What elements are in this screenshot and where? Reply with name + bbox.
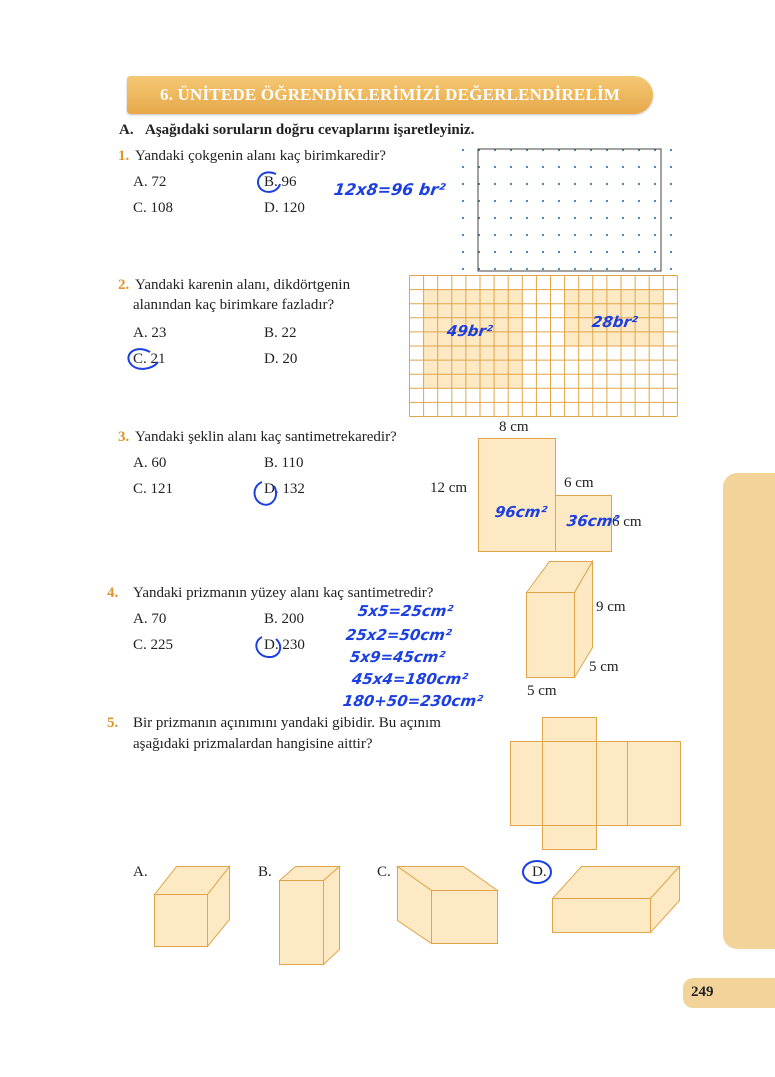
q4-number: 4.	[107, 585, 119, 601]
q5-number: 5.	[107, 715, 119, 731]
q5-prism-b	[279, 866, 341, 966]
q3-answer-circle	[252, 478, 282, 508]
q5-option-a[interactable]: A.	[133, 864, 148, 880]
grid-dot	[606, 234, 608, 236]
grid-dot	[558, 200, 560, 202]
grid-dot	[494, 183, 496, 185]
grid-dot	[622, 268, 624, 270]
section-instruction: Aşağıdaki soruların doğru cevaplarını işaretleyiniz.	[145, 122, 475, 138]
q3-handwriting-big: 96cm²	[493, 503, 549, 521]
q3-option-c[interactable]: C. 121	[133, 481, 174, 497]
grid-dot	[638, 200, 640, 202]
grid-dot	[574, 268, 576, 270]
grid-dot	[462, 149, 464, 151]
q4-handwriting-line1: 5x5=25cm²	[356, 602, 455, 620]
side-tab	[723, 473, 775, 949]
grid-dot	[494, 217, 496, 219]
grid-dot	[558, 268, 560, 270]
grid-dot	[638, 166, 640, 168]
q3-dim-left: 12 cm	[430, 480, 468, 496]
grid-dot	[542, 234, 544, 236]
q3-dim-top: 8 cm	[499, 419, 529, 435]
grid-dot	[462, 183, 464, 185]
q1-number: 1.	[118, 148, 130, 164]
grid-dot	[510, 251, 512, 253]
grid-dot	[510, 234, 512, 236]
grid-dot	[526, 268, 528, 270]
q4-dim-height: 9 cm	[596, 599, 626, 615]
grid-dot	[510, 183, 512, 185]
q2-option-a[interactable]: A. 23	[133, 325, 167, 341]
grid-dot	[590, 200, 592, 202]
grid-dot	[606, 183, 608, 185]
grid-dot	[670, 166, 672, 168]
grid-dot	[558, 251, 560, 253]
grid-dot	[638, 268, 640, 270]
q5-option-b[interactable]: B.	[258, 864, 272, 880]
grid-dot	[606, 268, 608, 270]
q4-handwriting-line2: 25x2=50cm²	[344, 626, 453, 644]
q5-prism-a	[154, 866, 234, 948]
grid-dot	[510, 268, 512, 270]
grid-dot	[606, 251, 608, 253]
grid-dot	[590, 234, 592, 236]
grid-dot	[590, 251, 592, 253]
grid-dot	[558, 234, 560, 236]
q1-option-c[interactable]: C. 108	[133, 200, 174, 216]
q4-handwriting-line3: 5x9=45cm²	[348, 648, 447, 666]
page-number-tab	[683, 978, 775, 1008]
grid-dot	[526, 251, 528, 253]
q4-option-d[interactable]: D. 230	[264, 637, 305, 653]
grid-dot	[542, 268, 544, 270]
grid-dot	[670, 183, 672, 185]
q3-option-a[interactable]: A. 60	[133, 455, 167, 471]
grid-dot	[526, 166, 528, 168]
q5-answer-circle	[520, 858, 554, 886]
q1-handwriting: 12x8=96 br²	[332, 180, 447, 199]
grid-dot	[494, 200, 496, 202]
q3-dim-middle: 6 cm	[564, 475, 594, 491]
q3-text: Yandaki şeklin alanı kaç santimetrekaredir?	[135, 429, 397, 445]
grid-dot	[494, 251, 496, 253]
grid-dot	[510, 166, 512, 168]
grid-dot	[654, 183, 656, 185]
grid-dot	[462, 200, 464, 202]
grid-dot	[510, 217, 512, 219]
grid-dot	[654, 268, 656, 270]
section-label: A.	[119, 122, 134, 138]
grid-dot	[574, 234, 576, 236]
grid-dot	[574, 166, 576, 168]
grid-dot	[526, 200, 528, 202]
q4-text: Yandaki prizmanın yüzey alanı kaç santimetredir?	[133, 585, 434, 601]
q1-answer-circle	[254, 170, 284, 196]
grid-dot	[462, 251, 464, 253]
q5-prism-c	[397, 866, 499, 946]
q4-option-a[interactable]: A. 70	[133, 611, 167, 627]
grid-dot	[622, 234, 624, 236]
grid-dot	[622, 166, 624, 168]
grid-dot	[574, 217, 576, 219]
grid-dot	[670, 200, 672, 202]
q2-number: 2.	[118, 277, 130, 293]
grid-dot	[622, 217, 624, 219]
grid-dot	[670, 268, 672, 270]
q4-handwriting-line5: 180+50=230cm²	[341, 692, 484, 710]
q5-text-line2: aşağıdaki prizmalardan hangisine aittir?	[133, 736, 373, 752]
q1-dot-grid-figure	[458, 140, 683, 275]
q4-handwriting-line4: 45x4=180cm²	[350, 670, 470, 688]
q2-square-grid-figure	[409, 275, 681, 413]
grid-dot	[510, 200, 512, 202]
grid-dot	[638, 217, 640, 219]
grid-dot	[622, 251, 624, 253]
grid-dot	[542, 166, 544, 168]
q3-option-b[interactable]: B. 110	[264, 455, 304, 471]
grid-dot	[558, 166, 560, 168]
grid-dot	[606, 166, 608, 168]
grid-dot	[462, 234, 464, 236]
grid-dot	[622, 183, 624, 185]
page-number: 249	[691, 984, 714, 1000]
q4-dim-depth: 5 cm	[589, 659, 619, 675]
q1-option-b[interactable]: B. 96	[264, 174, 297, 190]
q3-handwriting-small: 36cm²	[565, 512, 621, 530]
grid-dot	[638, 251, 640, 253]
q5-net-figure	[510, 717, 682, 850]
grid-dot	[670, 149, 672, 151]
grid-dot	[606, 200, 608, 202]
grid-dot	[670, 217, 672, 219]
grid-dot	[638, 183, 640, 185]
q2-handwriting-rectangle: 28br²	[590, 313, 639, 331]
grid-dot	[542, 183, 544, 185]
unit-title-banner	[127, 76, 653, 114]
grid-dot	[654, 234, 656, 236]
grid-dot	[590, 268, 592, 270]
grid-dot	[654, 200, 656, 202]
grid-dot	[574, 200, 576, 202]
grid-dot	[494, 268, 496, 270]
q4-option-b[interactable]: B. 200	[264, 611, 305, 627]
q5-prism-d	[552, 866, 682, 934]
grid-dot	[542, 251, 544, 253]
grid-dot	[622, 200, 624, 202]
q2-answer-circle	[126, 346, 162, 374]
q2-text-line1: Yandaki karenin alanı, dikdörtgenin	[135, 277, 351, 293]
grid-dot	[590, 166, 592, 168]
q5-option-c[interactable]: C.	[377, 864, 391, 880]
q4-option-c[interactable]: C. 225	[133, 637, 174, 653]
grid-dot	[670, 234, 672, 236]
q4-answer-circle	[254, 634, 286, 660]
grid-dot	[558, 183, 560, 185]
q3-dim-right: 6 cm	[612, 514, 642, 530]
q1-option-d[interactable]: D. 120	[264, 200, 305, 216]
q2-option-d[interactable]: D. 20	[264, 351, 298, 367]
q5-text-line1: Bir prizmanın açınımını yandaki gibidir. Bu açınım	[133, 715, 441, 731]
grid-dot	[526, 234, 528, 236]
q1-text: Yandaki çokgenin alanı kaç birimkaredir?	[135, 148, 386, 164]
grid-dot	[670, 251, 672, 253]
q2-option-b[interactable]: B. 22	[264, 325, 297, 341]
q3-composite-figure	[478, 438, 613, 552]
grid-dot	[526, 217, 528, 219]
grid-dot	[494, 234, 496, 236]
q1-option-a[interactable]: A. 72	[133, 174, 167, 190]
grid-dot	[462, 166, 464, 168]
grid-dot	[654, 251, 656, 253]
grid-dot	[542, 217, 544, 219]
grid-dot	[542, 200, 544, 202]
grid-dot	[526, 183, 528, 185]
unit-title: 6. ÜNİTEDE ÖĞRENDİKLERİMİZİ DEĞERLENDİRELİM	[159, 85, 621, 104]
q5-option-d[interactable]: D.	[532, 864, 547, 880]
grid-dot	[590, 183, 592, 185]
q4-prism-figure	[526, 561, 596, 681]
q3-number: 3.	[118, 429, 130, 445]
grid-dot	[574, 183, 576, 185]
grid-dot	[494, 166, 496, 168]
grid-dot	[590, 217, 592, 219]
q2-handwriting-square: 49br²	[445, 322, 494, 340]
q4-dim-width: 5 cm	[527, 683, 557, 699]
q2-option-c[interactable]: C. 21	[133, 351, 166, 367]
grid-dot	[654, 217, 656, 219]
grid-dot	[654, 166, 656, 168]
q2-text-line2: alanından kaç birimkare fazladır?	[133, 297, 335, 313]
grid-dot	[462, 268, 464, 270]
grid-dot	[462, 217, 464, 219]
grid-dot	[574, 251, 576, 253]
q3-option-d[interactable]: D. 132	[264, 481, 305, 497]
grid-dot	[638, 234, 640, 236]
grid-dot	[558, 217, 560, 219]
grid-dot	[606, 217, 608, 219]
